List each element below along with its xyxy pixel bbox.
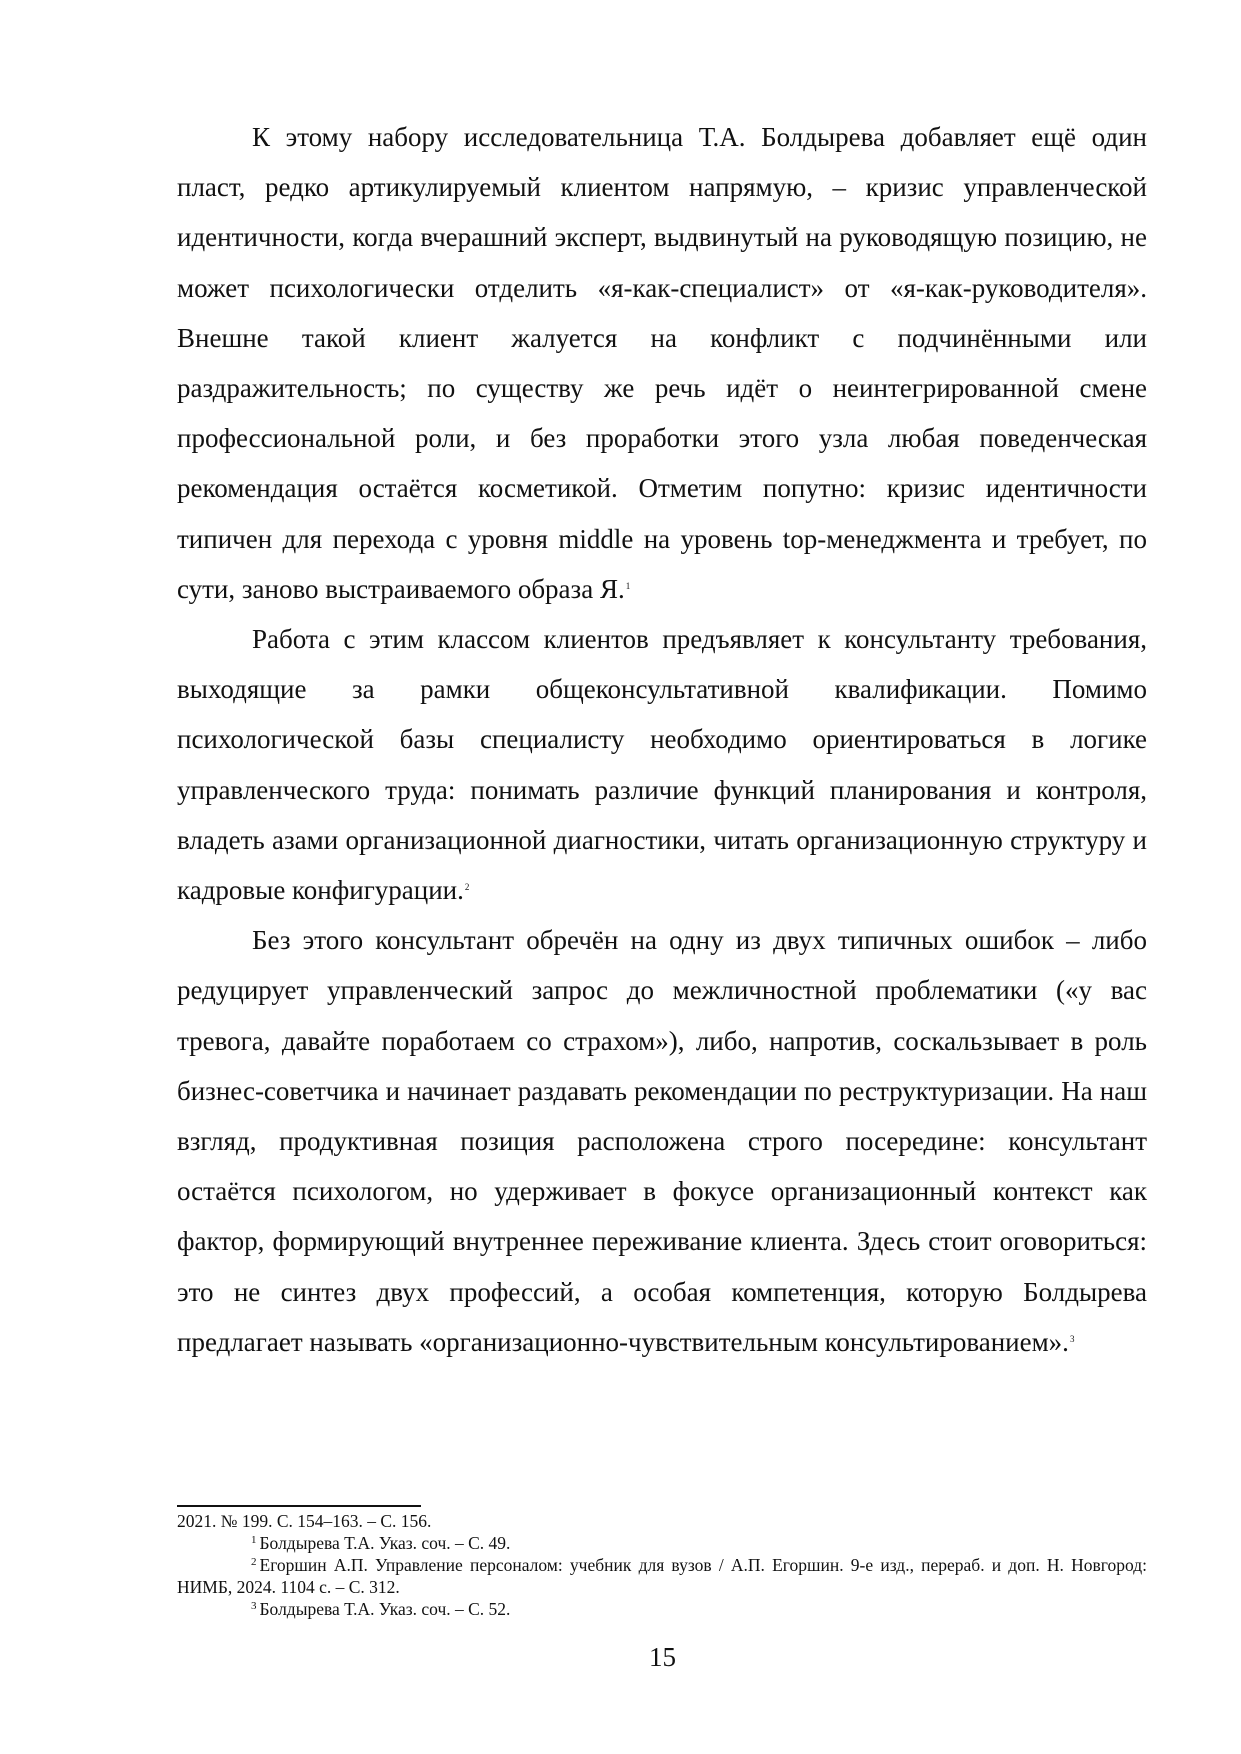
footnote-2-text: Егоршин А.П. Управление персоналом: учебник для вузов / А.П. Егоршин. 9-е изд., перераб. и доп. Н. Новгород: НИМБ, 2024. 1104 с. – С. 312. [177,1555,1147,1597]
footnote-2 [177,1554,1147,1598]
page-number: 15 [649,1642,676,1672]
footnote-mark-3: 3 [251,1600,257,1612]
footnote-ref-1[interactable]: 1 [625,580,631,591]
footnote-1 [177,1532,1147,1554]
paragraph-3-text: Без этого консультант обречён на одну из двух типичных ошибок – либо редуцирует управленческий запрос до межличностной проблематики («у вас тревога, давайте поработаем со страхом»), либо, напротив, соскальзывает в роль бизнес-советчика и начинает раздавать рекомендации по реструктуризации. На наш взгляд, продуктивная позиция расположена строго посередине: консультант остаётся психологом, но удерживает в фокусе организационный контекст как фактор, формирующий внутреннее переживание клиента. Здесь стоит оговориться: это не синтез двух профессий, а особая компетенция, которую Болдырева предлагает называть «организационно-чувствительным консультированием». [177,925,1147,1357]
footnotes [177,1510,1147,1620]
footnote-3-text: Болдырева Т.А. Указ. соч. – С. 52. [259,1599,511,1619]
paragraph-2-text: Работа с этим классом клиентов предъявляет к консультанту требования, выходящие за рамки общеконсультативной квалификации. Помимо психологической базы специалисту необходимо ориентироваться в логике управленческого труда: понимать различие функций планирования и контроля, владеть азами организационной диагностики, читать организационную структуру и кадровые конфигурации. [177,624,1147,906]
paragraph-1-text: К этому набору исследовательница Т.А. Болдырева добавляет ещё один пласт, редко артикулируемый клиентом напрямую, – кризис управленческой идентичности, когда вчерашний эксперт, выдвинутый на руководящую позицию, не может психологически отделить «я-как-специалист» от «я-как-руководителя». Внешне такой клиент жалуется на конфликт с подчинёнными или раздражительность; по существу же речь идёт о неинтегрированной смене профессиональной роли, и без проработки этого узла любая поведенческая рекомендация остаётся косметикой. Отметим попутно: кризис идентичности типичен для перехода с уровня middle на уровень top-менеджмента и требует, по сути, заново выстраиваемого образа Я. [177,122,1147,604]
footnote-1-text: Болдырева Т.А. Указ. соч. – С. 49. [259,1533,511,1553]
paragraph-3 [177,915,1147,1367]
body-text [177,112,1147,1367]
footnote-mark-1: 1 [251,1534,257,1546]
footnote-mark-2: 2 [251,1556,257,1568]
footnote-ref-2[interactable]: 2 [464,882,470,893]
footnote-continuation: 2021. № 199. С. 154–163. – С. 156. [177,1511,432,1531]
paragraph-2 [177,614,1147,915]
paragraph-1 [177,112,1147,614]
footnote-ref-3[interactable]: 3 [1069,1333,1075,1344]
footnote-3 [177,1598,1147,1620]
footnote-separator [177,1505,421,1507]
